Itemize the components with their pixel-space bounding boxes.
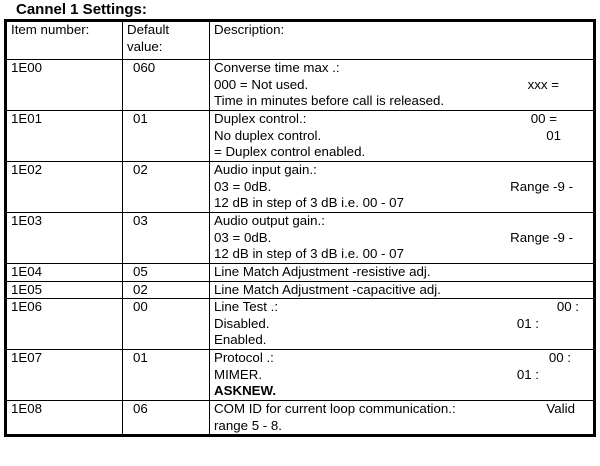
description-cell bbox=[210, 350, 595, 401]
description-cell bbox=[210, 162, 595, 213]
desc-text: Line Test .: bbox=[214, 299, 279, 314]
desc-line: Audio input gain.: bbox=[214, 162, 317, 177]
desc-line bbox=[214, 128, 589, 145]
desc-text: xxx = bbox=[527, 76, 559, 92]
item-number-cell: 1E04 bbox=[6, 264, 123, 282]
default-value-cell: 06 bbox=[123, 401, 210, 436]
desc-text: Range -9 - bbox=[510, 178, 573, 194]
desc-line: Line Match Adjustment -resistive adj. bbox=[214, 264, 431, 279]
item-number-cell: 1E05 bbox=[6, 281, 123, 299]
desc-line bbox=[214, 316, 589, 333]
header-description-label: Description: bbox=[214, 22, 285, 37]
header-default-line1: Default bbox=[127, 22, 170, 37]
header-item-number-label: Item number: bbox=[11, 22, 90, 37]
desc-line: 12 dB in step of 3 dB i.e. 00 - 07 bbox=[214, 246, 404, 261]
item-number-cell: 1E03 bbox=[6, 213, 123, 264]
table-row bbox=[6, 350, 595, 401]
table-row bbox=[6, 60, 595, 111]
desc-line bbox=[214, 77, 589, 94]
description-cell bbox=[210, 299, 595, 350]
desc-line: ASKNEW. bbox=[214, 383, 277, 398]
desc-line bbox=[214, 111, 589, 128]
section-title: Cannel 1 Settings: bbox=[16, 1, 147, 18]
desc-text: 00 : bbox=[548, 350, 571, 365]
table-header-row bbox=[6, 21, 595, 60]
desc-text: 01 bbox=[546, 127, 561, 143]
default-value-cell: 02 bbox=[123, 281, 210, 299]
default-value-cell: 060 bbox=[123, 60, 210, 111]
desc-line bbox=[214, 230, 589, 247]
item-number-cell: 1E07 bbox=[6, 350, 123, 401]
description-cell bbox=[210, 401, 595, 436]
desc-text: 00 : bbox=[556, 299, 579, 314]
desc-line bbox=[214, 367, 589, 384]
desc-text: Disabled. bbox=[214, 315, 270, 331]
table-row bbox=[6, 111, 595, 162]
default-value-cell: 01 bbox=[123, 350, 210, 401]
default-value-cell: 05 bbox=[123, 264, 210, 282]
desc-line bbox=[214, 179, 589, 196]
table-row bbox=[6, 281, 595, 299]
default-value-cell: 03 bbox=[123, 213, 210, 264]
description-cell bbox=[210, 213, 595, 264]
default-value-cell: 02 bbox=[123, 162, 210, 213]
desc-text: Duplex control.: bbox=[214, 111, 307, 126]
desc-text: 03 = 0dB. bbox=[214, 178, 272, 194]
desc-text: 03 = 0dB. bbox=[214, 229, 272, 245]
header-default-line2: value: bbox=[127, 38, 163, 54]
desc-text: Valid bbox=[546, 401, 575, 416]
header-description bbox=[210, 21, 595, 60]
desc-line: Line Match Adjustment -capacitive adj. bbox=[214, 281, 441, 297]
desc-line: Converse time max .: bbox=[214, 60, 340, 75]
desc-line: Enabled. bbox=[214, 332, 267, 347]
desc-line: 12 dB in step of 3 dB i.e. 00 - 07 bbox=[214, 195, 404, 210]
desc-line: Time in minutes before call is released. bbox=[214, 93, 445, 108]
desc-line bbox=[214, 299, 589, 316]
default-value-cell: 00 bbox=[123, 299, 210, 350]
desc-line: range 5 - 8. bbox=[214, 417, 283, 433]
desc-text: 000 = Not used. bbox=[214, 76, 309, 92]
desc-line bbox=[214, 401, 589, 418]
header-item-number bbox=[6, 21, 123, 60]
desc-text: No duplex control. bbox=[214, 127, 322, 143]
table-row bbox=[6, 401, 595, 436]
desc-text: 01 : bbox=[516, 366, 539, 382]
item-number-cell: 1E00 bbox=[6, 60, 123, 111]
desc-text: MIMER. bbox=[214, 366, 263, 382]
item-number-cell: 1E06 bbox=[6, 299, 123, 350]
description-cell bbox=[210, 111, 595, 162]
item-number-cell: 1E02 bbox=[6, 162, 123, 213]
table-row bbox=[6, 213, 595, 264]
default-value-cell: 01 bbox=[123, 111, 210, 162]
desc-text: 01 : bbox=[516, 315, 539, 331]
desc-line: Audio output gain.: bbox=[214, 213, 325, 228]
desc-text: COM ID for current loop communication.: bbox=[214, 401, 456, 416]
description-cell bbox=[210, 281, 595, 299]
desc-line bbox=[214, 350, 589, 367]
description-cell bbox=[210, 264, 595, 282]
desc-text: Range -9 - bbox=[510, 229, 573, 245]
desc-text: 00 = bbox=[530, 111, 557, 126]
desc-text: Protocol .: bbox=[214, 350, 274, 365]
table-row bbox=[6, 299, 595, 350]
header-default-value bbox=[123, 21, 210, 60]
settings-table bbox=[4, 19, 596, 437]
item-number-cell: 1E01 bbox=[6, 111, 123, 162]
table-row bbox=[6, 162, 595, 213]
desc-line: = Duplex control enabled. bbox=[214, 144, 366, 159]
table-row bbox=[6, 264, 595, 282]
item-number-cell: 1E08 bbox=[6, 401, 123, 436]
description-cell bbox=[210, 60, 595, 111]
